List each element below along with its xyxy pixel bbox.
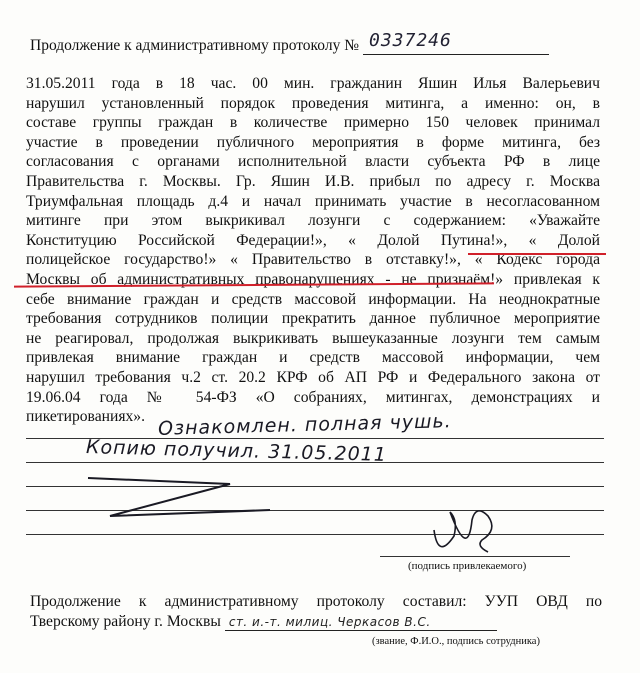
strike-scribble	[80, 470, 280, 530]
officer-field	[225, 614, 497, 631]
body-line: привлекая внимание граждан и средств массовой информации, чем	[26, 349, 600, 367]
body-line: 19.06.04 года № 54-ФЗ «О собраниях, митингах, демонстрациях и	[26, 388, 600, 406]
body-line: нарушил требования ч.2 ст. 20.2 КРФ об АП РФ и Федерального закона от	[26, 368, 600, 386]
footer-line-2	[30, 612, 602, 632]
body-line: согласования с органами исполнительной власти субъекта РФ в лице	[26, 153, 600, 171]
footer-district: Тверскому району г. Москвы	[30, 612, 221, 630]
body-line: пикетированиях».	[26, 408, 145, 426]
protocol-footer	[30, 592, 602, 631]
protocol-number-field	[363, 30, 549, 55]
red-underline-1	[468, 253, 606, 255]
body-line: нарушил установленный порядок проведения митинга, а именно: он, в	[26, 94, 600, 112]
officer-caption: (звание, Ф.И.О., подпись сотрудника)	[372, 636, 540, 647]
body-line: Триумфальная площадь д.4 и начал принимать участие в несогласованном	[26, 192, 600, 210]
strike-stroke	[88, 478, 270, 516]
footer-line-1: Продолжение к административному протоколу составил: УУП ОВД по	[30, 593, 602, 610]
protocol-body	[26, 74, 600, 427]
body-line: Москвы об административных правонарушениях - не признаём!» привлекая к	[26, 270, 600, 288]
handwritten-note-2: Копию получил. 31.05.2011	[85, 436, 388, 466]
note-rule	[26, 534, 604, 535]
handwritten-note-1: Ознакомлен. полная чушь.	[157, 410, 452, 440]
signature-stroke	[434, 511, 492, 552]
body-line: не реагировал, продолжая выкрикивать вышеуказанные лозунги тем самым	[26, 329, 600, 347]
body-line: участие в проведении публичного мероприятия в форме митинга, без	[26, 133, 600, 151]
header-label: Продолжение к административному протоколу №	[30, 37, 359, 54]
body-line: себе внимание граждан и средств массовой информации. На неоднократные	[26, 290, 600, 308]
body-line: митинге при этом выкрикивал лозунги с содержанием: «Уважайте	[26, 212, 600, 230]
protocol-header	[30, 30, 549, 55]
body-line: Конституцию Российской Федерации!», « Долой Путина!», « Долой	[26, 231, 600, 249]
signature-caption: (подпись привлекаемого)	[408, 560, 527, 572]
body-line: полицейское государство!» « Правительство в отставку!», « Кодекс города	[26, 251, 600, 269]
body-line: составе группы граждан в количестве примерно 150 человек принимал	[26, 114, 600, 132]
body-line: требования сотрудников полиции прекратить данное публичное мероприятие	[26, 310, 600, 328]
signature-line	[380, 556, 570, 557]
body-line: 31.05.2011 года в 18 час. 00 мин. гражданин Яшин Илья Валерьевич	[26, 75, 600, 92]
protocol-number: 0337246	[369, 30, 452, 51]
officer-handwritten: ст. и.-т. милиц. Черкасов В.С.	[228, 615, 431, 630]
body-line: Правительства г. Москвы. Гр. Яшин И.В. прибыл по адресу г. Москва	[26, 172, 600, 190]
